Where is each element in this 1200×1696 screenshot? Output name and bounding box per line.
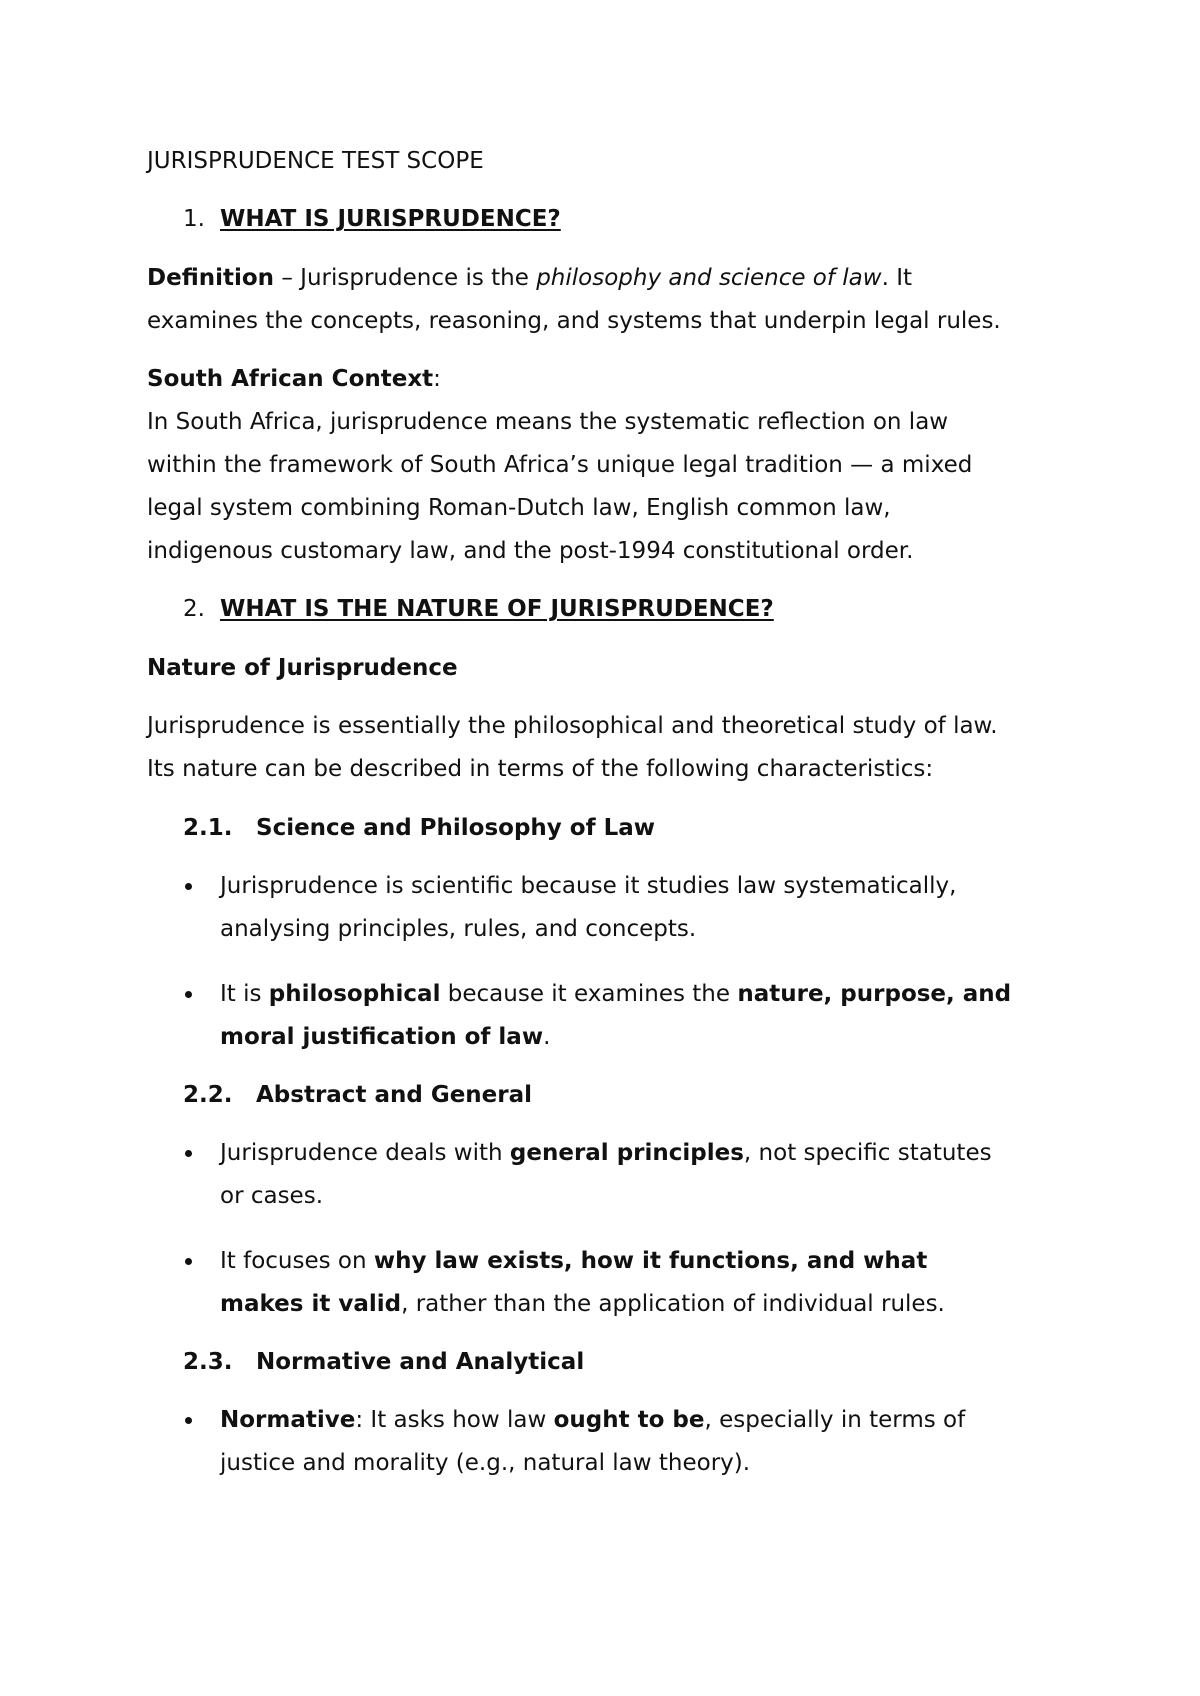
subsection-2-2-heading — [256, 1080, 532, 1110]
bullet-text — [220, 1246, 927, 1276]
text-run: It focuses on — [220, 1248, 374, 1274]
bullet-icon — [185, 1258, 192, 1265]
definition-line-2: examines the concepts, reasoning, and systems that underpin legal rules. — [147, 308, 1001, 334]
bullet-text — [220, 1405, 965, 1435]
subsection-2-3-heading-text: Normative and Analytical — [256, 1349, 585, 1375]
section-2-heading — [220, 594, 774, 624]
subsection-2-2-number — [183, 1080, 232, 1110]
section-1-heading-text: WHAT IS JURISPRUDENCE? — [220, 206, 561, 232]
context-heading — [147, 364, 441, 394]
subsection-2-2-heading-text: Abstract and General — [256, 1082, 533, 1108]
bullet-text — [220, 979, 1011, 1009]
subsection-2-3-number-text: 2.3. — [183, 1349, 233, 1375]
subsection-2-1-number — [183, 813, 232, 843]
bold-run: why law exists, how it functions, and what — [373, 1248, 928, 1274]
nature-subheading — [147, 653, 458, 683]
subsection-2-3-heading — [256, 1347, 584, 1377]
bold-run: general principles — [509, 1140, 744, 1166]
bullet-icon — [185, 991, 192, 998]
bold-run: Normative — [220, 1407, 356, 1433]
definition-text-a: – Jurisprudence is the — [274, 265, 537, 291]
definition-label: Definition — [147, 265, 275, 291]
context-line: within the framework of South Africa’s unique legal tradition — a mixed — [147, 452, 973, 478]
bullet-icon — [185, 1417, 192, 1424]
subsection-2-1-heading — [256, 813, 655, 843]
bullet-text-continued: or cases. — [220, 1183, 324, 1209]
section-1-heading — [220, 204, 561, 234]
subsection-2-3-number — [183, 1347, 232, 1377]
bullet-text-continued — [220, 1022, 550, 1052]
text-run: Jurisprudence deals with — [220, 1140, 510, 1166]
bullet-text-continued: justice and morality (e.g., natural law theory). — [220, 1450, 751, 1476]
section-1-number: 1. — [183, 206, 205, 232]
bullet-text: Jurisprudence is scientific because it studies law systematically, — [220, 873, 957, 899]
nature-subheading-text: Nature of Jurisprudence — [147, 655, 458, 681]
text-run: It is — [220, 981, 269, 1007]
definition-line-1 — [147, 263, 912, 293]
context-colon: : — [433, 366, 441, 392]
bold-run: philosophical — [268, 981, 441, 1007]
context-label: South African Context — [147, 366, 434, 392]
text-run: : It asks how law — [355, 1407, 554, 1433]
bold-run: makes it valid — [220, 1291, 402, 1317]
context-line: legal system combining Roman-Dutch law, English common law, — [147, 495, 891, 521]
section-2-number: 2. — [183, 596, 205, 622]
context-line: indigenous customary law, and the post-1994 constitutional order. — [147, 538, 914, 564]
intro-line: Its nature can be described in terms of the following characteristics: — [147, 756, 934, 782]
bold-run: moral justification of law — [220, 1024, 544, 1050]
text-run: , especially in terms of — [704, 1407, 966, 1433]
intro-line: Jurisprudence is essentially the philosophical and theoretical study of law. — [147, 713, 998, 739]
subsection-2-1-number-text: 2.1. — [183, 815, 233, 841]
bullet-text-continued — [220, 1289, 945, 1319]
text-run: because it examines the — [440, 981, 738, 1007]
bullet-text — [220, 1138, 992, 1168]
subsection-2-1-heading-text: Science and Philosophy of Law — [256, 815, 656, 841]
bold-run: ought to be — [553, 1407, 705, 1433]
text-run: , not specific statutes — [743, 1140, 992, 1166]
bullet-text-continued: analysing principles, rules, and concepts. — [220, 916, 697, 942]
definition-text-b: . It — [881, 265, 913, 291]
context-line: In South Africa, jurisprudence means the systematic reflection on law — [147, 409, 949, 435]
text-run: , rather than the application of individual rules. — [401, 1291, 945, 1317]
bold-run: nature, purpose, and — [737, 981, 1012, 1007]
text-run: . — [543, 1024, 551, 1050]
subsection-2-2-number-text: 2.2. — [183, 1082, 233, 1108]
bullet-icon — [185, 883, 192, 890]
bullet-icon — [185, 1150, 192, 1157]
document-title: JURISPRUDENCE TEST SCOPE — [147, 148, 484, 174]
definition-italic: philosophy and science of law — [536, 265, 882, 291]
section-2-heading-text: WHAT IS THE NATURE OF JURISPRUDENCE? — [220, 596, 774, 622]
